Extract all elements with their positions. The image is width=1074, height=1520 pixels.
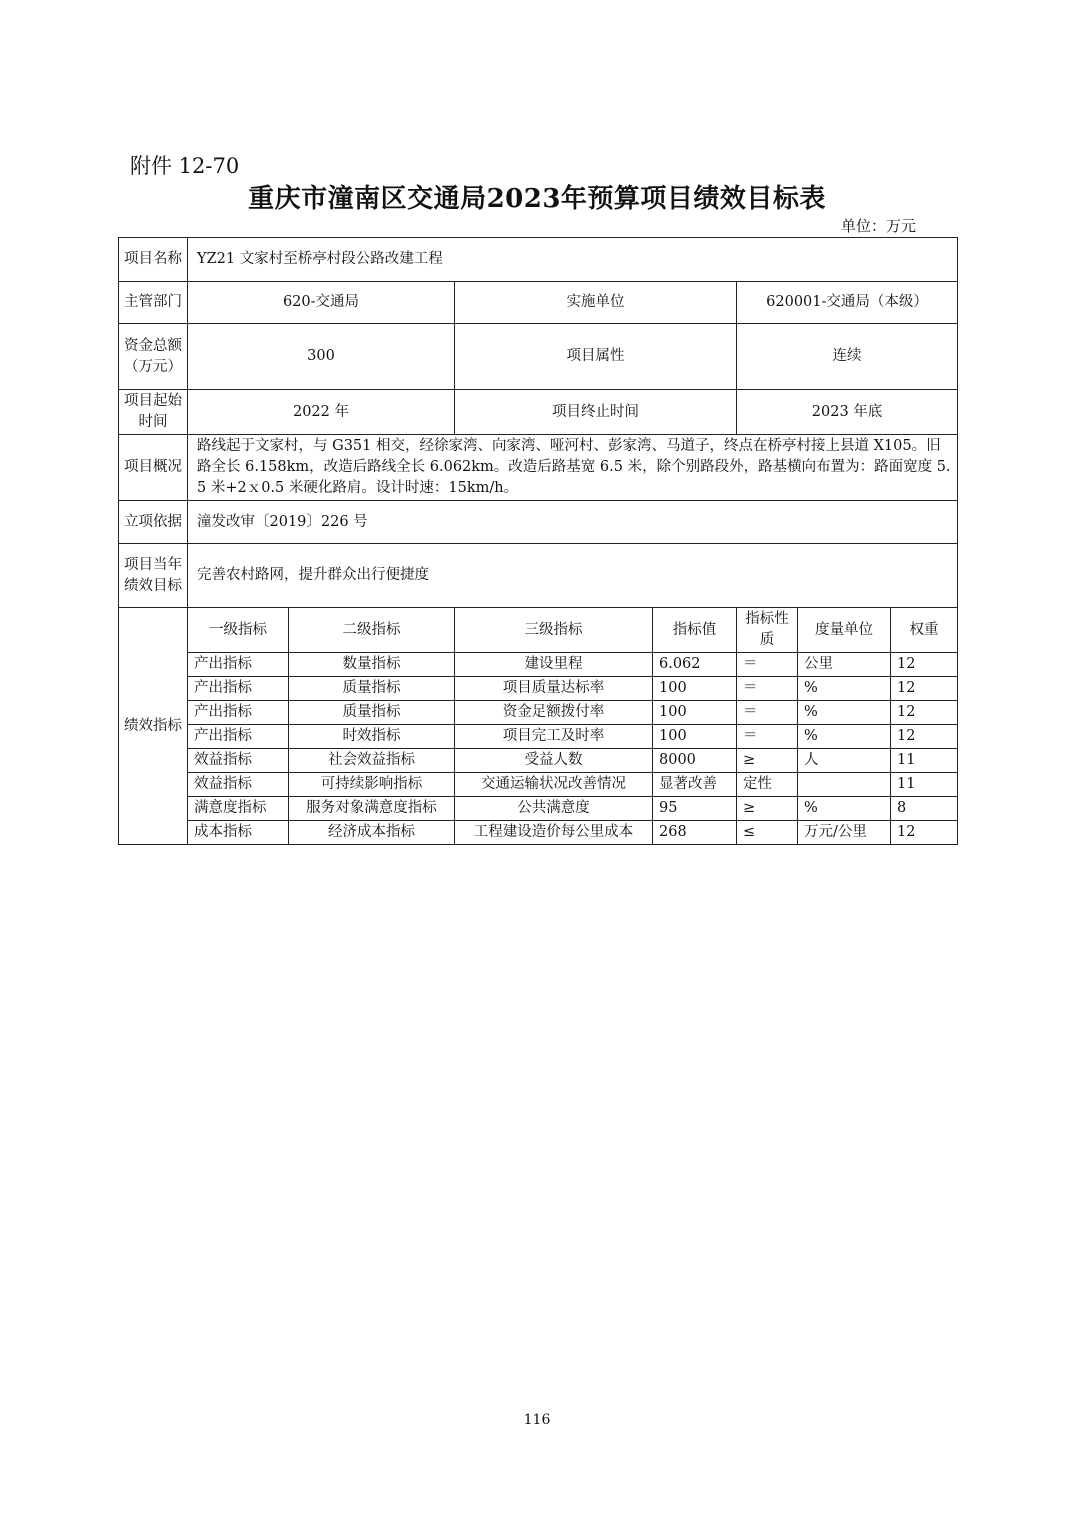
cell-level2: 时效指标 bbox=[289, 725, 455, 749]
table-row bbox=[119, 821, 958, 845]
row-basis bbox=[119, 501, 958, 544]
basis-value: 潼发改审〔2019〕226 号 bbox=[188, 501, 958, 544]
cell-value: 268 bbox=[653, 821, 737, 845]
cell-level2: 社会效益指标 bbox=[289, 749, 455, 773]
cell-weight: 12 bbox=[891, 701, 958, 725]
attr-label: 项目属性 bbox=[455, 324, 737, 390]
cell-level2: 服务对象满意度指标 bbox=[289, 797, 455, 821]
cell-weight: 11 bbox=[891, 749, 958, 773]
header-level3: 三级指标 bbox=[455, 608, 653, 653]
header-level2: 二级指标 bbox=[289, 608, 455, 653]
cell-value: 100 bbox=[653, 725, 737, 749]
fund-label: 资金总额（万元） bbox=[119, 324, 188, 390]
project-name-label: 项目名称 bbox=[119, 238, 188, 282]
cell-level1: 成本指标 bbox=[188, 821, 289, 845]
project-name-value: YZ21 文家村至桥亭村段公路改建工程 bbox=[188, 238, 958, 282]
cell-level3: 工程建设造价每公里成本 bbox=[455, 821, 653, 845]
end-value: 2023 年底 bbox=[737, 390, 958, 435]
row-overview bbox=[119, 435, 958, 501]
cell-level1: 产出指标 bbox=[188, 725, 289, 749]
indicator-header-row bbox=[119, 608, 958, 653]
cell-weight: 12 bbox=[891, 821, 958, 845]
performance-target-table bbox=[118, 237, 958, 845]
row-project-name bbox=[119, 238, 958, 282]
header-value: 指标值 bbox=[653, 608, 737, 653]
indicator-section-label: 绩效指标 bbox=[119, 608, 188, 845]
overview-label: 项目概况 bbox=[119, 435, 188, 501]
fund-value: 300 bbox=[188, 324, 455, 390]
cell-weight: 11 bbox=[891, 773, 958, 797]
row-fund bbox=[119, 324, 958, 390]
cell-level3: 受益人数 bbox=[455, 749, 653, 773]
cell-nature: ＝ bbox=[737, 653, 798, 677]
cell-level3: 建设里程 bbox=[455, 653, 653, 677]
row-time bbox=[119, 390, 958, 435]
goal-label: 项目当年绩效目标 bbox=[119, 544, 188, 608]
table-row bbox=[119, 701, 958, 725]
cell-value: 95 bbox=[653, 797, 737, 821]
cell-nature: ＝ bbox=[737, 677, 798, 701]
cell-level1: 产出指标 bbox=[188, 653, 289, 677]
row-department bbox=[119, 282, 958, 324]
cell-unit: 人 bbox=[798, 749, 891, 773]
table-row bbox=[119, 773, 958, 797]
cell-unit: % bbox=[798, 725, 891, 749]
cell-nature: ≥ bbox=[737, 797, 798, 821]
cell-level2: 质量指标 bbox=[289, 677, 455, 701]
dept-value: 620-交通局 bbox=[188, 282, 455, 324]
cell-level3: 交通运输状况改善情况 bbox=[455, 773, 653, 797]
cell-value: 8000 bbox=[653, 749, 737, 773]
cell-value: 100 bbox=[653, 701, 737, 725]
table-row bbox=[119, 797, 958, 821]
impl-label: 实施单位 bbox=[455, 282, 737, 324]
header-nature: 指标性质 bbox=[737, 608, 798, 653]
cell-weight: 12 bbox=[891, 653, 958, 677]
cell-value: 显著改善 bbox=[653, 773, 737, 797]
impl-value: 620001-交通局（本级） bbox=[737, 282, 958, 324]
cell-value: 6.062 bbox=[653, 653, 737, 677]
dept-label: 主管部门 bbox=[119, 282, 188, 324]
cell-level1: 效益指标 bbox=[188, 773, 289, 797]
cell-level1: 效益指标 bbox=[188, 749, 289, 773]
overview-value: 路线起于文家村，与 G351 相交，经徐家湾、向家湾、哑河村、彭家湾、马道子，终点在桥亭村接上县道 X105。旧路全长 6.158km，改造后路线全长 6.062km。改造后路基宽 6.5 米，除个别路段外，路基横向布置为：路面宽度 5.5 米+2ｘ0.5 米硬化路肩。设计时速：15km/h。 bbox=[188, 435, 958, 501]
cell-nature: ≤ bbox=[737, 821, 798, 845]
cell-level3: 公共满意度 bbox=[455, 797, 653, 821]
cell-level2: 经济成本指标 bbox=[289, 821, 455, 845]
cell-unit: % bbox=[798, 797, 891, 821]
unit-note: 单位：万元 bbox=[840, 217, 916, 235]
cell-level1: 满意度指标 bbox=[188, 797, 289, 821]
page-number: 116 bbox=[523, 1412, 551, 1428]
cell-unit: 万元/公里 bbox=[798, 821, 891, 845]
cell-unit: % bbox=[798, 677, 891, 701]
cell-nature: 定性 bbox=[737, 773, 798, 797]
row-goal bbox=[119, 544, 958, 608]
cell-nature: ≥ bbox=[737, 749, 798, 773]
attachment-label: 附件 12-70 bbox=[130, 154, 240, 178]
cell-level2: 数量指标 bbox=[289, 653, 455, 677]
cell-level1: 产出指标 bbox=[188, 701, 289, 725]
cell-weight: 8 bbox=[891, 797, 958, 821]
table-row bbox=[119, 749, 958, 773]
header-weight: 权重 bbox=[891, 608, 958, 653]
cell-level3: 项目质量达标率 bbox=[455, 677, 653, 701]
cell-weight: 12 bbox=[891, 725, 958, 749]
cell-level3: 资金足额拨付率 bbox=[455, 701, 653, 725]
cell-unit: 公里 bbox=[798, 653, 891, 677]
cell-unit bbox=[798, 773, 891, 797]
table-row bbox=[119, 653, 958, 677]
start-label: 项目起始时间 bbox=[119, 390, 188, 435]
cell-nature: ＝ bbox=[737, 725, 798, 749]
end-label: 项目终止时间 bbox=[455, 390, 737, 435]
attr-value: 连续 bbox=[737, 324, 958, 390]
header-level1: 一级指标 bbox=[188, 608, 289, 653]
cell-unit: % bbox=[798, 701, 891, 725]
cell-level3: 项目完工及时率 bbox=[455, 725, 653, 749]
cell-level2: 可持续影响指标 bbox=[289, 773, 455, 797]
document-title: 重庆市潼南区交通局2023年预算项目绩效目标表 bbox=[248, 184, 826, 214]
start-value: 2022 年 bbox=[188, 390, 455, 435]
cell-weight: 12 bbox=[891, 677, 958, 701]
cell-value: 100 bbox=[653, 677, 737, 701]
table-row bbox=[119, 725, 958, 749]
cell-nature: ＝ bbox=[737, 701, 798, 725]
goal-value: 完善农村路网，提升群众出行便捷度 bbox=[188, 544, 958, 608]
basis-label: 立项依据 bbox=[119, 501, 188, 544]
cell-level2: 质量指标 bbox=[289, 701, 455, 725]
table-row bbox=[119, 677, 958, 701]
header-unit: 度量单位 bbox=[798, 608, 891, 653]
cell-level1: 产出指标 bbox=[188, 677, 289, 701]
